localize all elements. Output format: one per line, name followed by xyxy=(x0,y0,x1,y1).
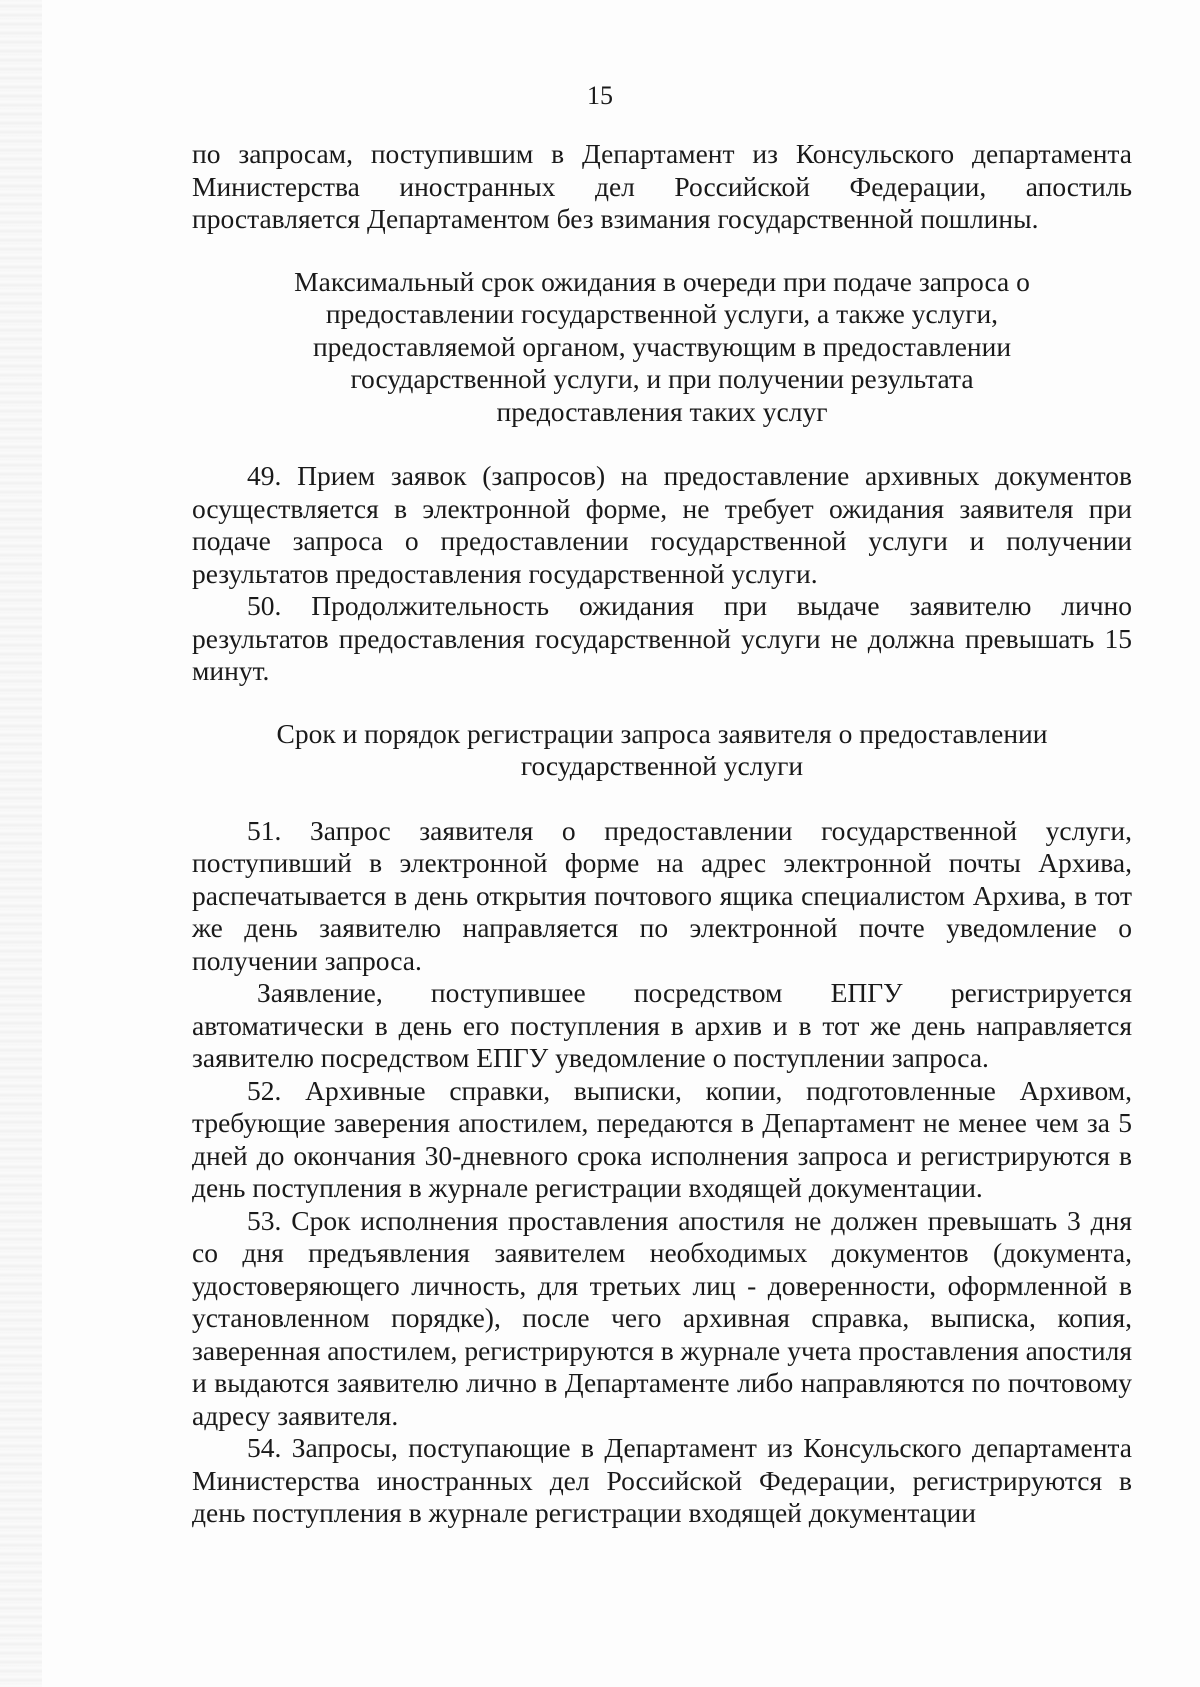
spacer xyxy=(192,428,1132,460)
paragraph-52: 52. Архивные справки, выписки, копии, подготовленные Архивом, требующие заверения апостилем, передаются в Департамент не менее чем за 5 дней до окончания 30-дневного срока исполнения запроса и регистрируются в день поступления в журнале регистрации входящей документации. xyxy=(192,1074,1132,1203)
paragraph-50: 50. Продолжительность ожидания при выдаче заявителю лично результатов предоставления государственной услуги не должна превышать 15 минут. xyxy=(192,590,1132,686)
section-heading-registration: Срок и порядок регистрации запроса заявителя о предоставлении государственной услуги xyxy=(276,717,1048,781)
page-number: 15 xyxy=(587,81,613,110)
spacer xyxy=(192,783,1132,815)
paragraph-49: 49. Прием заявок (запросов) на предоставление архивных документов осуществляется в электронной форме, не требует ожидания заявителя при подаче запроса о предоставлении государственной услуги и получении результатов предоставления государственной услуги. xyxy=(192,460,1132,589)
spacer xyxy=(192,688,1132,718)
document-body xyxy=(192,138,1132,1530)
paragraph-continuation: по запросам, поступившим в Департамент из Консульского департамента Министерства иностранных дел Российской Федерации, апостиль проставляется Департаментом без взимания государственной пошлины. xyxy=(192,138,1132,234)
spacer xyxy=(192,236,1132,266)
section-heading-waiting-time: Максимальный срок ожидания в очереди при подаче запроса о предоставлении государственной услуги, а также услуги, предоставляемой органом, участвующим в предоставлении государственной услуги, и при получении результата предоставления таких услуг xyxy=(294,265,1030,427)
scan-edge xyxy=(0,0,42,1687)
paragraph-51-epgu: Заявление, поступившее посредством ЕПГУ регистрируется автоматически в день его поступления в архив и в тот же день направляется заявителю посредством ЕПГУ уведомление о поступлении запроса. xyxy=(192,977,1132,1073)
paragraph-53: 53. Срок исполнения проставления апостиля не должен превышать 3 дня со дня предъявления заявителем необходимых документов (документа, удостоверяющего личность, для третьих лиц - доверенности, оформленной в установленном порядке), после чего архивная справка, выписка, копия, заверенная апостилем, регистрируются в журнале учета проставления апостиля и выдаются заявителю лично в Департаменте либо направляются по почтовому адресу заявителя. xyxy=(192,1204,1132,1431)
paragraph-51: 51. Запрос заявителя о предоставлении государственной услуги, поступивший в электронной форме на адрес электронной почты Архива, распечатывается в день открытия почтового ящика специалистом Архива, в тот же день заявителю направляется по электронной почте уведомление о получении запроса. xyxy=(192,814,1132,976)
paragraph-54: 54. Запросы, поступающие в Департамент из Консульского департамента Министерства иностранных дел Российской Федерации, регистрируются в день поступления в журнале регистрации входящей документации xyxy=(192,1432,1132,1528)
